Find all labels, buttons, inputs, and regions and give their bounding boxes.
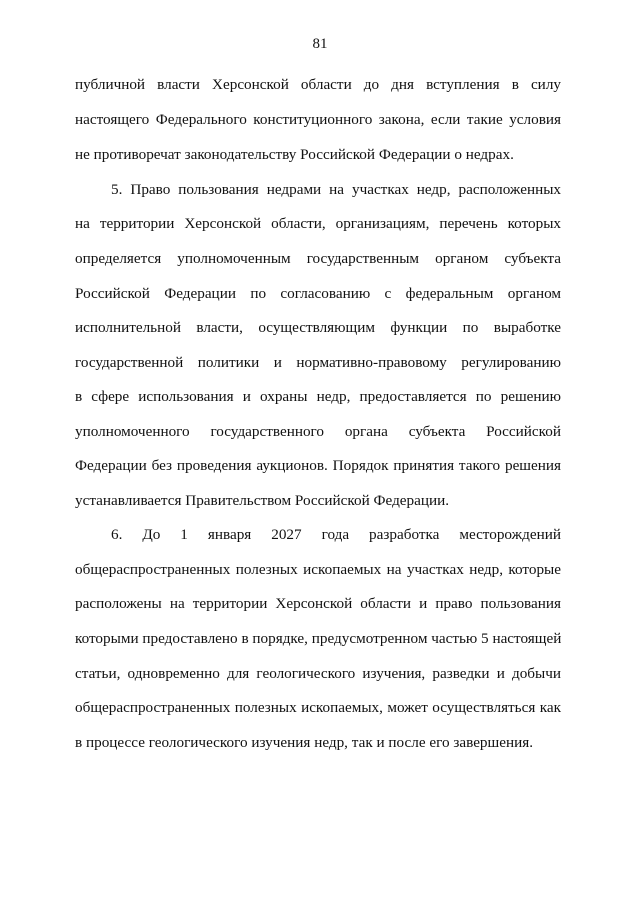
- text-line: в процессе геологического изучения недр, так и после его завершения.: [75, 734, 534, 751]
- text-line: 5. Право пользования недрами на участках недр, расположенных: [111, 181, 561, 198]
- text-line: на территории Херсонской области, организациям, перечень которых: [75, 215, 561, 232]
- text-line: публичной власти Херсонской области до дня вступления в силу: [75, 76, 561, 93]
- text-line: общераспространенных полезных ископаемых на участках недр, которые: [75, 561, 561, 578]
- text-line: устанавливается Правительством Российской Федерации.: [75, 492, 450, 509]
- text-line: исполнительной власти, осуществляющим функции по выработке: [75, 319, 561, 336]
- page-number: 81: [312, 36, 328, 52]
- text-line: общераспространенных полезных ископаемых, может осуществляться как: [75, 699, 561, 716]
- text-line: настоящего Федерального конституционного закона, если такие условия: [75, 111, 561, 128]
- text-line: Российской Федерации по согласованию с федеральным органом: [75, 285, 561, 302]
- text-line: определяется уполномоченным государственным органом субъекта: [75, 250, 561, 267]
- text-line: 6. До 1 января 2027 года разработка месторождений: [111, 526, 561, 543]
- text-line: Федерации без проведения аукционов. Порядок принятия такого решения: [75, 457, 561, 474]
- text-line: в сфере использования и охраны недр, предоставляется по решению: [75, 388, 561, 405]
- text-line: которыми предоставлено в порядке, предусмотренном частью 5 настоящей: [75, 630, 562, 647]
- text-line: статьи, одновременно для геологического изучения, разведки и добычи: [75, 665, 561, 682]
- text-line: государственной политики и нормативно-правовому регулированию: [75, 354, 561, 371]
- text-line: не противоречат законодательству Российской Федерации о недрах.: [75, 146, 514, 163]
- text-line: расположены на территории Херсонской области и право пользования: [75, 595, 561, 612]
- text-line: уполномоченного государственного органа субъекта Российской: [75, 423, 561, 440]
